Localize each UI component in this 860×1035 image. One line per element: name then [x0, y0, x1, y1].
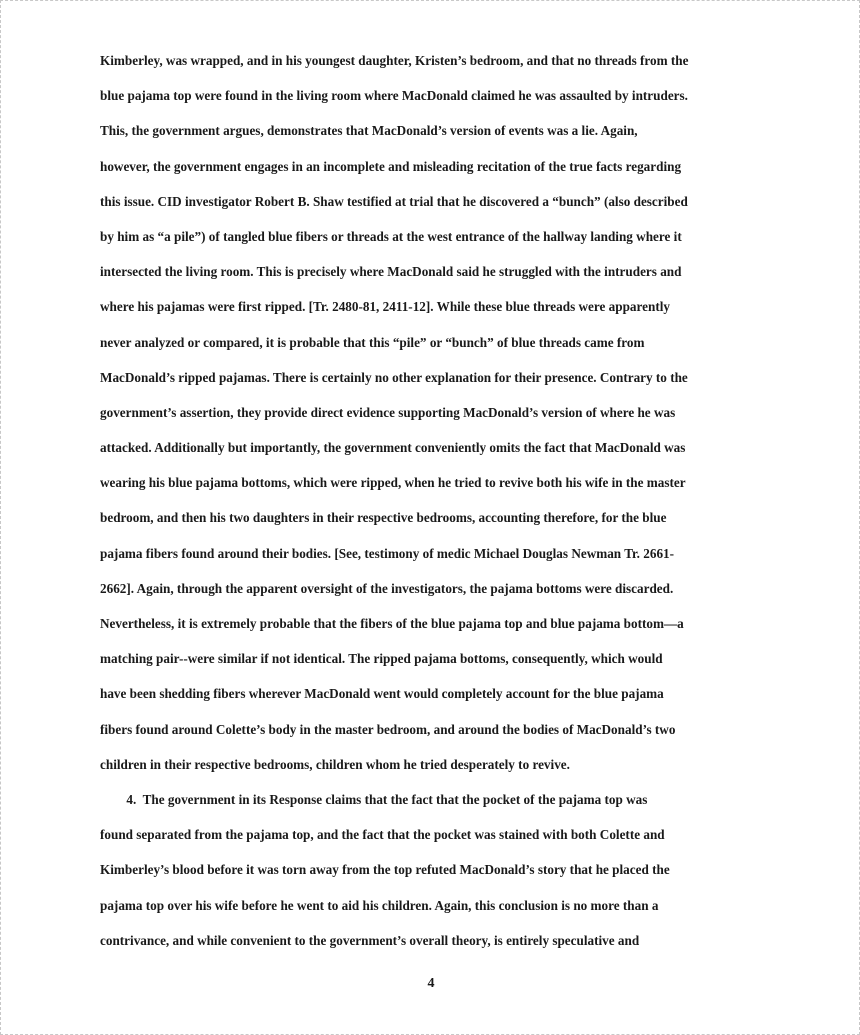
text-line-17: Nevertheless, it is extremely probable that the fibers of the blue pajama top and blue pajama bottom—a	[100, 616, 684, 631]
text-line-6: by him as “a pile”) of tangled blue fibers or threads at the west entrance of the hallway landing where it	[100, 228, 682, 244]
text-line-14: bedroom, and then his two daughters in their respective bedrooms, accounting therefore, for the blue	[100, 510, 667, 526]
text-line-2: blue pajama top were found in the living room where MacDonald claimed he was assaulted by intruders.	[100, 88, 688, 104]
text-line-8: where his pajamas were first ripped. [Tr. 2480-81, 2411-12]. While these blue threads were apparently	[100, 299, 670, 315]
text-line-24: Kimberley’s blood before it was torn away from the top refuted MacDonald’s story that he placed the	[100, 862, 670, 878]
body-text	[100, 49, 750, 964]
text-line-9: never analyzed or compared, it is probable that this “pile” or “bunch” of blue threads came from	[100, 334, 645, 350]
text-line-12: attacked. Additionally but importantly, the government conveniently omits the fact that MacDonald was	[100, 440, 686, 456]
text-line-3: This, the government argues, demonstrates that MacDonald’s version of events was a lie. Again,	[100, 123, 638, 139]
text-line-1: Kimberley, was wrapped, and in his youngest daughter, Kristen’s bedroom, and that no threads from the	[100, 53, 689, 68]
text-line-20: fibers found around Colette’s body in the master bedroom, and around the bodies of MacDonald’s two	[100, 721, 676, 737]
text-line-25: pajama top over his wife before he went to aid his children. Again, this conclusion is no more than a	[100, 897, 659, 913]
text-line-18: matching pair--were similar if not identical. The ripped pajama bottoms, consequently, which would	[100, 651, 663, 667]
text-line-21: children in their respective bedrooms, children whom he tried desperately to revive.	[100, 756, 570, 772]
text-line-16: 2662]. Again, through the apparent oversight of the investigators, the pajama bottoms were discarded.	[100, 580, 674, 596]
text-line-22: 4. The government in its Response claims that the fact that the pocket of the pajama top was	[100, 791, 648, 807]
text-line-26: contrivance, and while convenient to the government’s overall theory, is entirely speculative and	[100, 932, 640, 948]
text-line-19: have been shedding fibers wherever MacDonald went would completely account for the blue pajama	[100, 686, 664, 702]
page-number: 4	[427, 976, 435, 991]
text-line-15: pajama fibers found around their bodies. [See, testimony of medic Michael Douglas Newman Tr. 2661-	[100, 545, 675, 561]
text-line-10: MacDonald’s ripped pajamas. There is certainly no other explanation for their presence. Contrary to the	[100, 369, 688, 385]
text-line-7: intersected the living room. This is precisely where MacDonald said he struggled with the intruders and	[100, 264, 682, 280]
text-line-13: wearing his blue pajama bottoms, which were ripped, when he tried to revive both his wife in the master	[100, 475, 686, 491]
text-line-4: however, the government engages in an incomplete and misleading recitation of the true facts regarding	[100, 158, 682, 174]
text-line-11: government’s assertion, they provide direct evidence supporting MacDonald’s version of where he was	[100, 404, 676, 420]
text-line-5: this issue. CID investigator Robert B. Shaw testified at trial that he discovered a “bunch” (also described	[100, 193, 688, 209]
text-line-23: found separated from the pajama top, and the fact that the pocket was stained with both Colette and	[100, 827, 665, 843]
